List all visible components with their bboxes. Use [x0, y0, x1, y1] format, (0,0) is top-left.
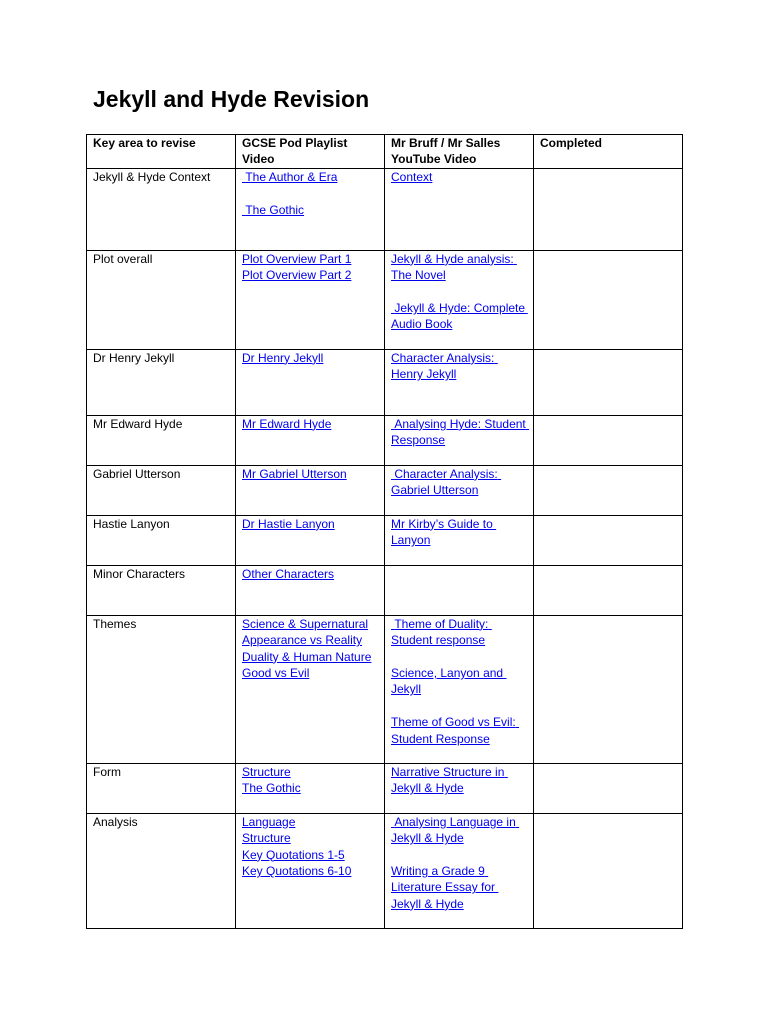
header-youtube: Mr Bruff / Mr Salles YouTube Video	[385, 135, 534, 169]
key-area-cell	[87, 250, 236, 349]
revision-table	[86, 134, 683, 929]
gcse-pod-link[interactable]: Appearance vs Reality	[242, 633, 363, 648]
table-row-utterson	[87, 465, 683, 515]
key-area-cell	[87, 168, 236, 250]
youtube-video-link[interactable]: Character Analysis: Henry Jekyll	[391, 350, 498, 382]
completed-cell[interactable]	[534, 415, 683, 465]
key-area-cell	[87, 515, 236, 565]
youtube-video-link[interactable]: Character Analysis: Gabriel Utterson	[391, 466, 502, 498]
gcse-pod-link[interactable]: Mr Edward Hyde	[242, 416, 332, 431]
table-row-context	[87, 168, 683, 250]
spacer	[391, 649, 528, 665]
youtube-video-link[interactable]: Writing a Grade 9 Literature Essay for Jekyll & Hyde	[391, 864, 499, 911]
table-row-analysis	[87, 813, 683, 928]
gcse-pod-link[interactable]: The Gothic	[242, 202, 305, 217]
key-area-cell	[87, 615, 236, 763]
completed-cell[interactable]	[534, 565, 683, 615]
key-area-label: Mr Edward Hyde	[93, 416, 183, 431]
key-area-cell	[87, 415, 236, 465]
completed-cell[interactable]	[534, 763, 683, 813]
table-row-plot	[87, 250, 683, 349]
youtube-cell	[385, 763, 534, 813]
gcse-pod-cell	[236, 813, 385, 928]
youtube-video-link[interactable]: Jekyll & Hyde analysis: The Novel	[391, 251, 517, 283]
youtube-video-link[interactable]: Context	[391, 169, 433, 184]
completed-cell[interactable]	[534, 250, 683, 349]
key-area-cell	[87, 565, 236, 615]
completed-cell[interactable]	[534, 813, 683, 928]
key-area-label: Plot overall	[93, 251, 153, 266]
youtube-cell	[385, 465, 534, 515]
youtube-video-link[interactable]: Jekyll & Hyde: Complete Audio Book	[391, 301, 528, 332]
header-row	[87, 135, 683, 169]
key-area-cell	[87, 465, 236, 515]
gcse-pod-link[interactable]: Duality & Human Nature	[242, 649, 372, 664]
gcse-pod-cell	[236, 415, 385, 465]
key-area-label: Hastie Lanyon	[93, 516, 170, 531]
key-area-cell	[87, 349, 236, 415]
key-area-label: Analysis	[93, 814, 138, 829]
gcse-pod-cell	[236, 250, 385, 349]
table-row-lanyon	[87, 515, 683, 565]
youtube-cell	[385, 515, 534, 565]
youtube-cell	[385, 565, 534, 615]
gcse-pod-link[interactable]: Key Quotations 1-5	[242, 847, 345, 862]
gcse-pod-link[interactable]: Structure	[242, 764, 291, 779]
gcse-pod-link[interactable]: Dr Hastie Lanyon	[242, 516, 335, 531]
youtube-cell	[385, 168, 534, 250]
gcse-pod-link[interactable]: Plot Overview Part 2	[242, 268, 352, 283]
youtube-cell	[385, 615, 534, 763]
gcse-pod-link[interactable]: The Author & Era	[242, 169, 338, 184]
youtube-video-link[interactable]: Theme of Good vs Evil: Student Response	[391, 715, 520, 746]
table-row-hyde	[87, 415, 683, 465]
page-title: Jekyll and Hyde Revision	[93, 86, 370, 112]
completed-cell[interactable]	[534, 615, 683, 763]
gcse-pod-link[interactable]: Science & Supernatural	[242, 616, 369, 631]
gcse-pod-link[interactable]: Language	[242, 814, 296, 829]
key-area-label: Jekyll & Hyde Context	[93, 169, 211, 184]
header-key-area: Key area to revise	[87, 135, 236, 169]
key-area-label: Gabriel Utterson	[93, 466, 181, 481]
gcse-pod-cell	[236, 349, 385, 415]
gcse-pod-cell	[236, 615, 385, 763]
gcse-pod-link[interactable]: Key Quotations 6-10	[242, 864, 352, 879]
gcse-pod-cell	[236, 465, 385, 515]
key-area-label: Dr Henry Jekyll	[93, 350, 175, 365]
header-completed: Completed	[534, 135, 683, 169]
youtube-cell	[385, 813, 534, 928]
completed-cell[interactable]	[534, 515, 683, 565]
gcse-pod-link[interactable]: Good vs Evil	[242, 666, 310, 681]
youtube-video-link[interactable]: Analysing Language in Jekyll & Hyde	[391, 814, 520, 846]
key-area-label: Form	[93, 764, 121, 779]
gcse-pod-cell	[236, 565, 385, 615]
spacer	[391, 284, 528, 300]
youtube-cell	[385, 349, 534, 415]
gcse-pod-link[interactable]: The Gothic	[242, 781, 301, 796]
header-gcse-pod: GCSE Pod Playlist Video	[236, 135, 385, 169]
gcse-pod-link[interactable]: Mr Gabriel Utterson	[242, 466, 347, 481]
completed-cell[interactable]	[534, 349, 683, 415]
gcse-pod-link[interactable]: Other Characters	[242, 566, 335, 581]
youtube-video-link[interactable]: Mr Kirby’s Guide to Lanyon	[391, 516, 497, 548]
table-row-jekyll	[87, 349, 683, 415]
completed-cell[interactable]	[534, 168, 683, 250]
spacer	[242, 185, 379, 201]
youtube-video-link[interactable]: Analysing Hyde: Student Response	[391, 416, 530, 448]
youtube-video-link[interactable]: Narrative Structure in Jekyll & Hyde	[391, 764, 508, 796]
youtube-cell	[385, 415, 534, 465]
key-area-cell	[87, 813, 236, 928]
gcse-pod-link[interactable]: Structure	[242, 831, 291, 846]
gcse-pod-cell	[236, 763, 385, 813]
completed-cell[interactable]	[534, 465, 683, 515]
key-area-label: Minor Characters	[93, 566, 186, 581]
gcse-pod-cell	[236, 168, 385, 250]
table-row-minor	[87, 565, 683, 615]
youtube-video-link[interactable]: Theme of Duality: Student response	[391, 616, 492, 648]
table-body	[87, 168, 683, 928]
youtube-video-link[interactable]: Science, Lanyon and Jekyll	[391, 666, 507, 697]
spacer	[391, 847, 528, 863]
gcse-pod-link[interactable]: Plot Overview Part 1	[242, 251, 352, 266]
gcse-pod-link[interactable]: Dr Henry Jekyll	[242, 350, 324, 365]
gcse-pod-cell	[236, 515, 385, 565]
youtube-cell	[385, 250, 534, 349]
key-area-label: Themes	[93, 616, 137, 631]
key-area-cell	[87, 763, 236, 813]
spacer	[391, 698, 528, 714]
table-row-themes	[87, 615, 683, 763]
table-row-form	[87, 763, 683, 813]
